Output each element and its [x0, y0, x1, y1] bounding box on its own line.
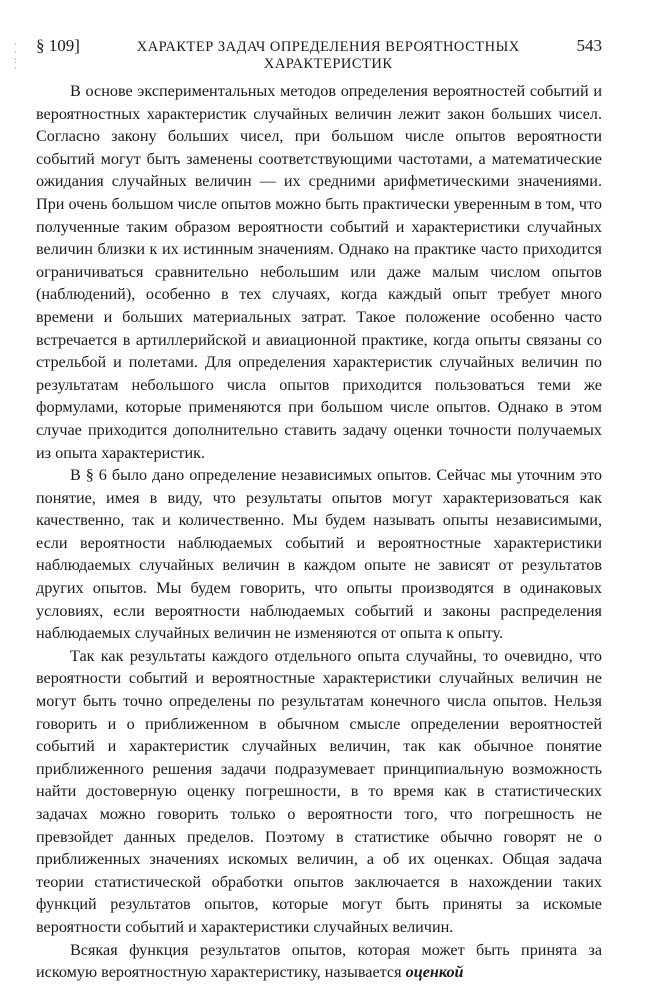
paragraph-3: Так как результаты каждого отдельного опыта случайны, то очевидно, что вероятности событий и вероятностные характеристики случайных величин не могут быть точно определены по результатам конечного числа опытов. Нельзя говорить и о приближенном в обычном смысле определении вероятностей событий и характеристик случайных величин, так как обычное понятие приближенного решения задачи подразумевает принципиальную возможность найти достоверную оценку погрешности, в то время как в статистических задачах можно говорить только о вероятности того, что погрешность не превзойдет данных пределов. Поэтому в статистике обычно говорят не о приближенных значениях искомых величин, а об их оценках. Общая задача теории статистической обработки опытов заключается в нахождении таких функций результатов опытов, которые могут быть приняты за искомые вероятности событий и характеристики случайных величин.: [36, 646, 602, 936]
section-number: § 109]: [36, 36, 80, 55]
paragraph-4: [36, 939, 602, 984]
paragraph-1: В основе экспериментальных методов определения вероятностей событий и вероятностных характеристик случайных величин лежит закон больших чисел. Согласно закону больших чисел, при большом числе опытов вероятности событий могут быть заменены соответствующими частотами, а математические ожидания случайных величин — их средними арифметическими значениями. При очень большом числе опытов можно быть практически уверенным в том, что полученные таким образом вероятности событий и характеристики случайных величин близки к их истинным значениям. Однако на практике часто приходится ограничиваться сравнительно небольшим или даже малым числом опытов (наблюдений), особенно в тех случаях, когда каждый опыт требует много времени и больших материальных затрат. Такое положение особенно часто встречается в артиллерийской и авиационной практике, когда опыты связаны со стрельбой и полетами. Для определения характеристик случайных величин по результатам небольшого числа опытов приходится пользоваться теми же формулами, которые применяются при большом числе опытов. Однако в этом случае приходится дополнительно ставить задачу оценки точности получаемых из опыта характеристик.: [36, 82, 602, 462]
margin-mark: · · : ·: [14, 39, 17, 73]
paragraph-4-text: Всякая функция результатов опытов, которая может быть принята за искомую вероятностную характеристику, называется: [36, 940, 602, 982]
book-page: [30, 36, 602, 984]
running-head: [36, 36, 602, 72]
page-number: 543: [576, 36, 602, 55]
paragraph-2: В § 6 было дано определение независимых опытов. Сейчас мы уточним это понятие, имея в виду, что результаты опытов могут характеризоваться как качественно, так и количественно. Мы будем называть опыты независимыми, если вероятности наблюдаемых событий и вероятностные характеристики наблюдаемых случайных величин в каждом опыте не зависят от результатов других опытов. Мы будем говорить, что опыты производятся в одинаковых условиях, если вероятности наблюдаемых событий и законы распределения наблюдаемых случайных величин не изменяются от опыта к опыту.: [36, 466, 602, 643]
running-title: ХАРАКТЕР ЗАДАЧ ОПРЕДЕЛЕНИЯ ВЕРОЯТНОСТНЫХ ХАРАКТЕРИСТИК: [136, 39, 520, 72]
term-estimate: оценкой: [405, 963, 464, 982]
body-text: [36, 80, 602, 984]
